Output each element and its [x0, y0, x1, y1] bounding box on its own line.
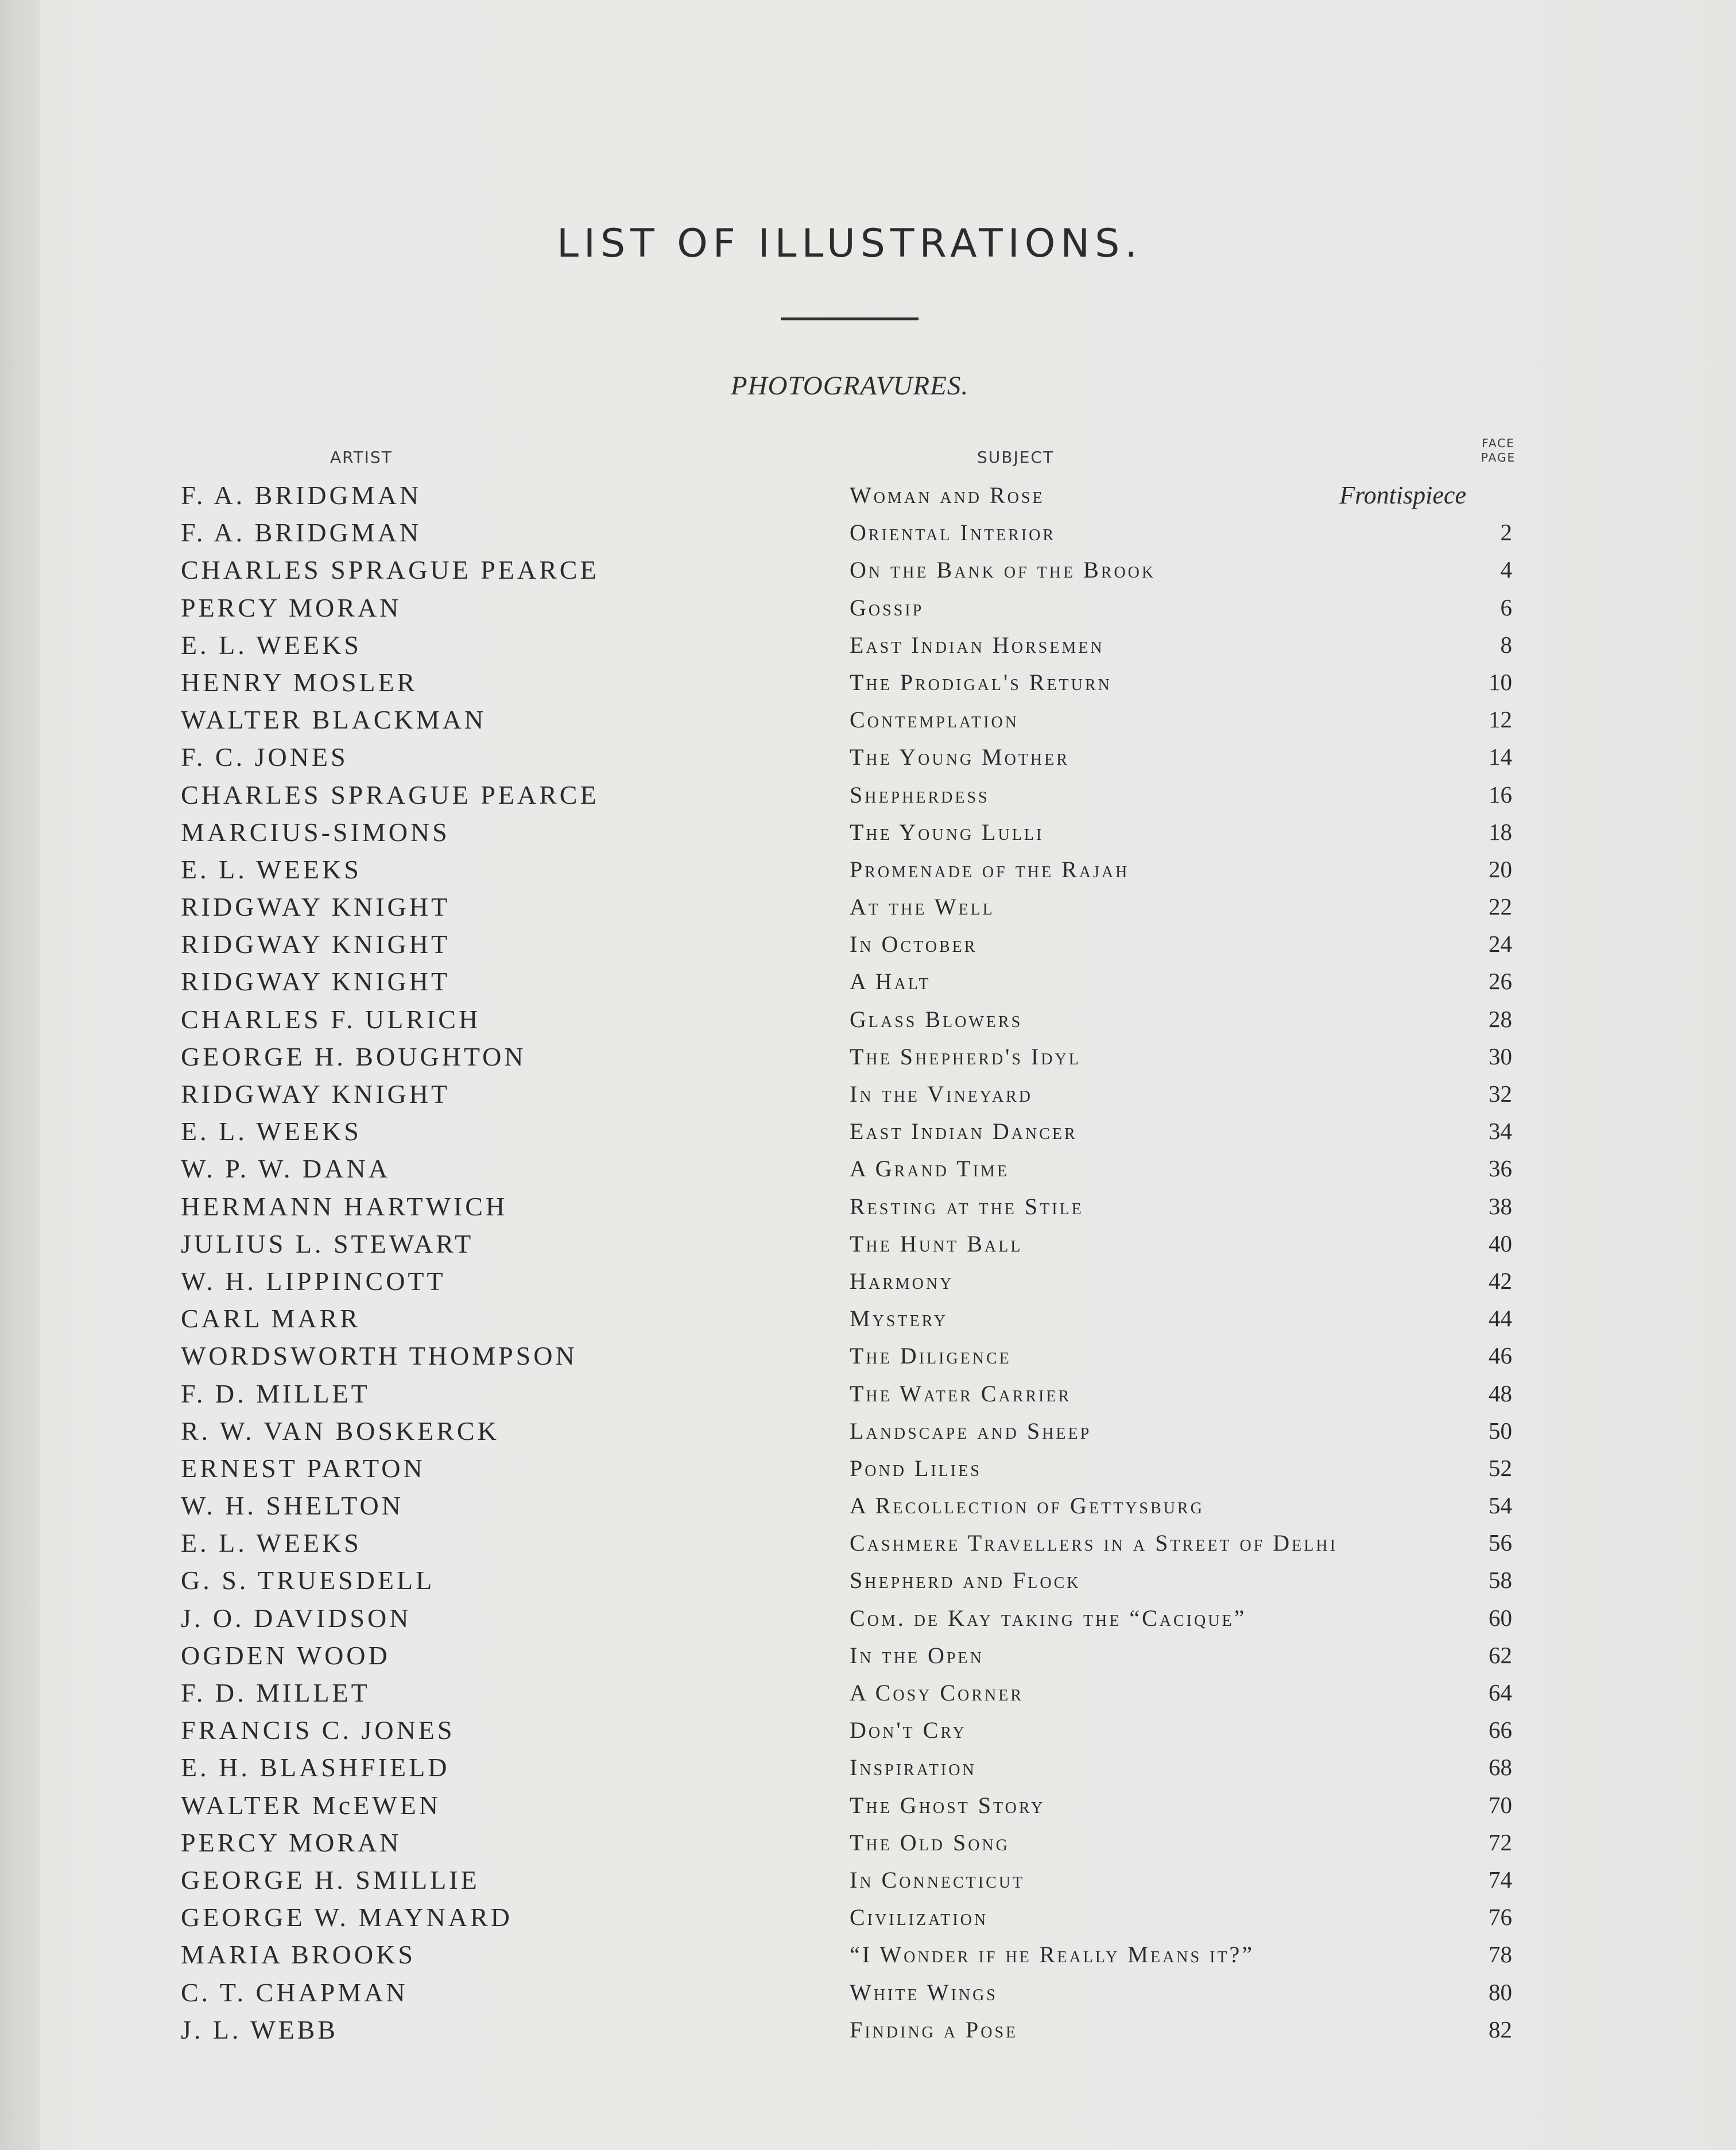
face-page-number: Frontispiece: [1339, 481, 1466, 509]
artist-name: WALTER BLACKMAN: [181, 705, 487, 735]
list-item: [0, 1899, 1736, 1936]
list-item: [0, 1562, 1736, 1599]
list-item: [0, 1524, 1736, 1562]
artist-name: JULIUS L. STEWART: [181, 1229, 474, 1258]
face-page-number: 70: [1489, 1791, 1512, 1818]
subject-title: Gossip: [850, 594, 924, 621]
artist-name: GEORGE H. BOUGHTON: [181, 1041, 526, 1071]
subject-title: On the Bank of the Brook: [850, 557, 1156, 583]
subject-title: The Old Song: [850, 1829, 1010, 1855]
face-page-number: 66: [1489, 1717, 1512, 1744]
subject-title: East Indian Horsemen: [850, 632, 1105, 658]
subject-title: Glass Blowers: [850, 1006, 1023, 1032]
subject-title: Resting at the Stile: [850, 1193, 1084, 1219]
list-item: [0, 925, 1736, 963]
face-page-number: 82: [1489, 2016, 1512, 2043]
subject-title: Harmony: [850, 1268, 954, 1294]
subject-title: The Shepherd's Idyl: [850, 1043, 1081, 1070]
artist-name: WORDSWORTH THOMPSON: [181, 1341, 578, 1371]
face-page-number: 56: [1489, 1529, 1512, 1556]
artist-name: F. A. BRIDGMAN: [181, 481, 422, 510]
face-page-number: 52: [1489, 1454, 1512, 1481]
artist-name: CHARLES F. ULRICH: [181, 1004, 481, 1034]
list-item: [0, 1150, 1736, 1187]
artist-name: ERNEST PARTON: [181, 1453, 425, 1483]
list-item: [0, 888, 1736, 925]
subject-title: Landscape and Sheep: [850, 1417, 1092, 1444]
section-heading: PHOTOGRAVURES.: [730, 371, 969, 401]
list-item: [0, 813, 1736, 851]
face-page-number: 48: [1489, 1380, 1512, 1407]
list-item: [0, 1300, 1736, 1337]
face-page-number: 20: [1489, 855, 1512, 882]
subject-title: A Cosy Corner: [850, 1680, 1024, 1706]
face-page-number: 34: [1489, 1118, 1512, 1145]
subject-title: Com. de Kay taking the “Cacique”: [850, 1605, 1247, 1631]
face-page-number: 76: [1489, 1904, 1512, 1931]
artist-name: R. W. VAN BOSKERCK: [181, 1416, 499, 1446]
artist-name: G. S. TRUESDELL: [181, 1566, 435, 1595]
face-page-number: 24: [1489, 931, 1512, 958]
artist-name: J. O. DAVIDSON: [181, 1603, 412, 1633]
artist-name: W. H. SHELTON: [181, 1491, 404, 1521]
artist-name: HERMANN HARTWICH: [181, 1191, 508, 1221]
face-page-number: 6: [1500, 594, 1512, 621]
face-page-number: 68: [1489, 1754, 1512, 1781]
list-item: [0, 1262, 1736, 1300]
face-page-number: 74: [1489, 1866, 1512, 1893]
subject-title: “I Wonder if he Really Means it?”: [850, 1942, 1255, 1968]
artist-name: F. C. JONES: [181, 742, 348, 772]
subject-title: In October: [850, 931, 978, 958]
artist-name: MARIA BROOKS: [181, 1940, 416, 1970]
artist-name: CHARLES SPRAGUE PEARCE: [181, 555, 599, 585]
subject-title: Woman and Rose: [850, 482, 1045, 508]
artist-name: W. P. W. DANA: [181, 1154, 390, 1184]
face-page-number: 18: [1489, 818, 1512, 845]
subject-title: In the Open: [850, 1642, 984, 1668]
face-page-number: 12: [1489, 706, 1512, 733]
artist-name: F. D. MILLET: [181, 1678, 370, 1707]
page-title: LIST OF ILLUSTRATIONS.: [557, 221, 1142, 266]
list-item: [0, 776, 1736, 813]
face-page-number: 64: [1489, 1679, 1512, 1706]
subject-title: A Recollection of Gettysburg: [850, 1493, 1204, 1519]
list-item: [0, 664, 1736, 701]
artist-name: F. A. BRIDGMAN: [181, 518, 422, 548]
face-page-number: 42: [1489, 1267, 1512, 1294]
subject-title: Pond Lilies: [850, 1455, 982, 1481]
subject-title: A Grand Time: [850, 1156, 1009, 1182]
list-item: [0, 1113, 1736, 1150]
face-page-number: 58: [1489, 1567, 1512, 1594]
face-page-number: 38: [1489, 1192, 1512, 1219]
face-page-number: 16: [1489, 781, 1512, 808]
face-page-number: 36: [1489, 1155, 1512, 1182]
list-item: [0, 1787, 1736, 1824]
artist-name: E. L. WEEKS: [181, 630, 362, 660]
subject-title: Promenade of the Rajah: [850, 856, 1130, 882]
list-item: [0, 1001, 1736, 1038]
list-item: [0, 1375, 1736, 1412]
list-item: [0, 1450, 1736, 1487]
subject-title: East Indian Dancer: [850, 1118, 1078, 1145]
artist-name: E. L. WEEKS: [181, 1528, 362, 1558]
artist-name: F. D. MILLET: [181, 1378, 370, 1408]
subject-title: A Halt: [850, 969, 931, 995]
list-item: [0, 551, 1736, 588]
artist-name: C. T. CHAPMAN: [181, 1977, 408, 2007]
subject-title: Shepherdess: [850, 781, 990, 808]
list-item: [0, 1188, 1736, 1225]
artist-name: E. L. WEEKS: [181, 854, 362, 884]
list-item: [0, 1637, 1736, 1674]
artist-name: RIDGWAY KNIGHT: [181, 967, 451, 997]
list-item: [0, 963, 1736, 1000]
list-item: [0, 2011, 1736, 2048]
artist-name: HENRY MOSLER: [181, 667, 418, 697]
list-item: [0, 701, 1736, 738]
subject-title: The Hunt Ball: [850, 1230, 1023, 1257]
column-header-artist: ARTIST: [330, 448, 393, 467]
artist-name: E. H. BLASHFIELD: [181, 1753, 450, 1783]
artist-name: CARL MARR: [181, 1304, 361, 1334]
title-rule: [781, 317, 919, 320]
illustrations-list: [0, 477, 1736, 2048]
list-item: [0, 1075, 1736, 1113]
face-page-number: 32: [1489, 1080, 1512, 1107]
artist-name: CHARLES SPRAGUE PEARCE: [181, 780, 599, 809]
subject-title: Finding a Pose: [850, 2016, 1018, 2043]
face-page-number: 8: [1500, 631, 1512, 658]
face-page-number: 80: [1489, 1978, 1512, 2005]
face-page-number: 26: [1489, 968, 1512, 995]
subject-title: Cashmere Travellers in a Street of Delhi: [850, 1530, 1338, 1556]
list-item: [0, 1225, 1736, 1262]
face-page-number: 14: [1489, 743, 1512, 770]
artist-name: WALTER McEWEN: [181, 1790, 441, 1820]
list-item: [0, 1749, 1736, 1786]
artist-name: OGDEN WOOD: [181, 1640, 390, 1670]
face-page-number: 62: [1489, 1641, 1512, 1668]
list-item: [0, 1674, 1736, 1711]
subject-title: The Prodigal's Return: [850, 669, 1112, 695]
artist-name: W. H. LIPPINCOTT: [181, 1266, 446, 1296]
face-page-number: 2: [1500, 519, 1512, 546]
face-page-number: 54: [1489, 1492, 1512, 1519]
list-item: [0, 1936, 1736, 1973]
list-item: [0, 1412, 1736, 1450]
artist-name: GEORGE W. MAYNARD: [181, 1903, 513, 1932]
subject-title: Civilization: [850, 1904, 989, 1931]
subject-title: White Wings: [850, 1979, 998, 2005]
face-page-number: 22: [1489, 893, 1512, 920]
list-item: [0, 477, 1736, 514]
face-page-number: 50: [1489, 1417, 1512, 1444]
column-header-page: [1475, 436, 1521, 465]
face-page-number: 28: [1489, 1005, 1512, 1032]
subject-title: In the Vineyard: [850, 1081, 1033, 1107]
column-header-subject: SUBJECT: [977, 448, 1055, 467]
list-item: [0, 514, 1736, 551]
face-page-number: 72: [1489, 1829, 1512, 1855]
list-item: [0, 589, 1736, 626]
column-header-page-line2: PAGE: [1481, 451, 1516, 464]
face-page-number: 10: [1489, 668, 1512, 695]
face-page-number: 4: [1500, 556, 1512, 583]
list-item: [0, 738, 1736, 776]
face-page-number: 78: [1489, 1941, 1512, 1968]
list-item: [0, 1974, 1736, 2011]
artist-name: RIDGWAY KNIGHT: [181, 1079, 451, 1109]
subject-title: Oriental Interior: [850, 520, 1056, 546]
artist-name: PERCY MORAN: [181, 592, 402, 622]
list-item: [0, 1711, 1736, 1749]
list-item: [0, 1038, 1736, 1075]
artist-name: GEORGE H. SMILLIE: [181, 1865, 480, 1895]
subject-title: Inspiration: [850, 1754, 976, 1781]
artist-name: FRANCIS C. JONES: [181, 1715, 455, 1745]
subject-title: In Connecticut: [850, 1866, 1025, 1893]
face-page-number: 60: [1489, 1604, 1512, 1631]
subject-title: Don't Cry: [850, 1717, 967, 1744]
artist-name: PERCY MORAN: [181, 1827, 402, 1857]
subject-title: Shepherd and Flock: [850, 1567, 1081, 1594]
face-page-number: 44: [1489, 1305, 1512, 1332]
list-item: [0, 626, 1736, 664]
face-page-number: 40: [1489, 1230, 1512, 1257]
artist-name: J. L. WEBB: [181, 2015, 339, 2044]
list-item: [0, 1599, 1736, 1637]
artist-name: RIDGWAY KNIGHT: [181, 929, 451, 959]
list-item: [0, 851, 1736, 888]
subject-title: The Young Lulli: [850, 819, 1044, 845]
artist-name: E. L. WEEKS: [181, 1117, 362, 1146]
column-header-page-line1: FACE: [1482, 436, 1515, 450]
subject-title: The Diligence: [850, 1343, 1012, 1369]
subject-title: Contemplation: [850, 707, 1019, 733]
artist-name: MARCIUS-SIMONS: [181, 817, 450, 847]
list-item: [0, 1487, 1736, 1524]
face-page-number: 30: [1489, 1043, 1512, 1070]
face-page-number: 46: [1489, 1342, 1512, 1369]
subject-title: The Water Carrier: [850, 1380, 1072, 1407]
subject-title: Mystery: [850, 1306, 948, 1332]
list-item: [0, 1861, 1736, 1899]
artist-name: RIDGWAY KNIGHT: [181, 892, 451, 922]
subject-title: At the Well: [850, 894, 995, 920]
subject-title: The Ghost Story: [850, 1792, 1045, 1818]
subject-title: The Young Mother: [850, 744, 1070, 770]
list-item: [0, 1824, 1736, 1861]
list-item: [0, 1337, 1736, 1374]
